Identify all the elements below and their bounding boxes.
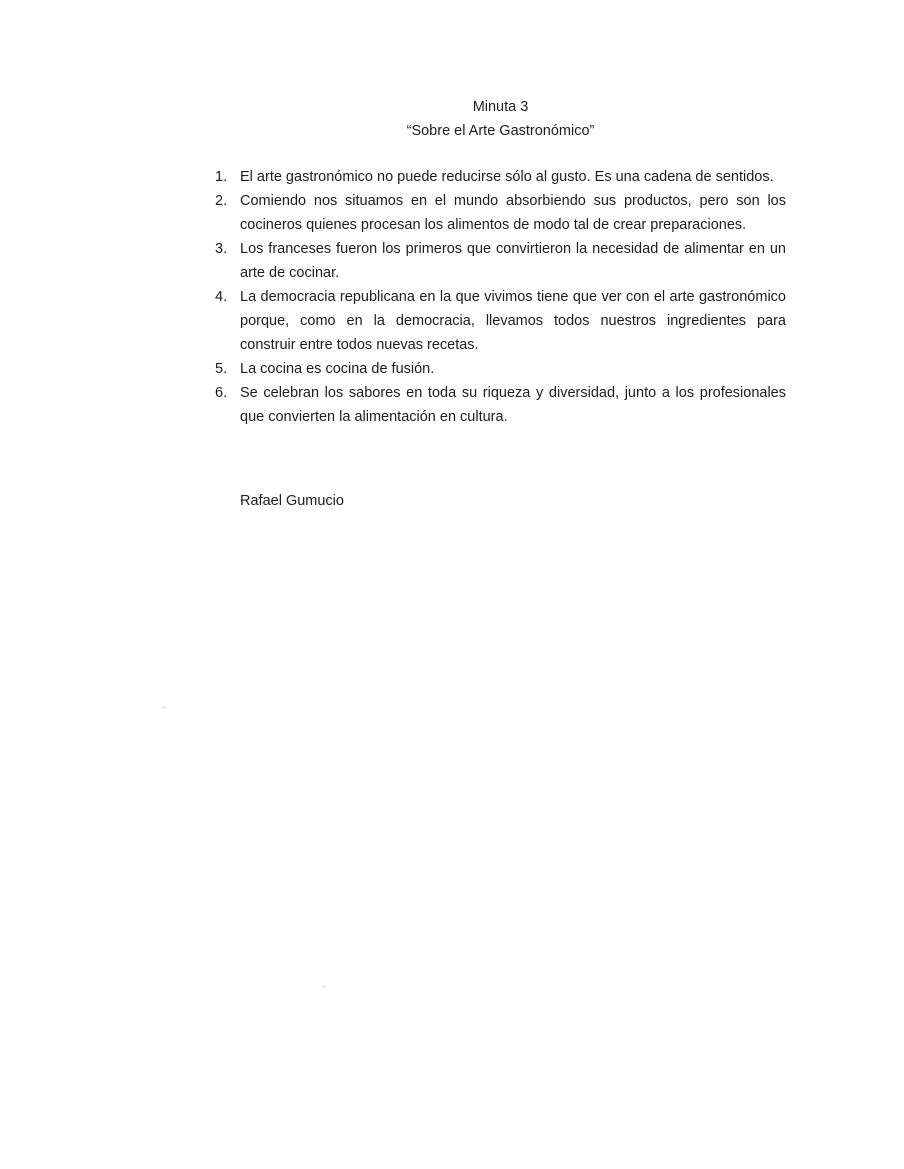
numbered-list bbox=[215, 165, 786, 429]
item-number: 3. bbox=[215, 241, 228, 257]
list-item bbox=[215, 237, 786, 285]
item-number: 5. bbox=[215, 361, 228, 377]
item-line: La democracia republicana en la que vivimos tiene que ver con el arte gastronómico bbox=[240, 289, 786, 305]
list-item bbox=[215, 381, 786, 429]
scan-speck bbox=[162, 706, 166, 709]
item-line: arte de cocinar. bbox=[240, 265, 340, 281]
item-line: El arte gastronómico no puede reducirse sólo al gusto. Es una cadena de sentidos. bbox=[240, 169, 774, 185]
document-title: Minuta 3 bbox=[472, 99, 529, 115]
signature: Rafael Gumucio bbox=[240, 493, 344, 509]
item-text bbox=[240, 237, 786, 285]
item-number: 4. bbox=[215, 289, 228, 305]
document-header bbox=[215, 95, 786, 143]
document-content bbox=[215, 95, 786, 513]
list-item bbox=[215, 189, 786, 237]
item-text bbox=[240, 357, 786, 381]
scan-speck bbox=[322, 985, 326, 988]
document-subtitle: “Sobre el Arte Gastronómico” bbox=[406, 123, 595, 139]
item-line: Se celebran los sabores en toda su riqueza y diversidad, junto a los profesionales bbox=[240, 385, 786, 401]
item-line: La cocina es cocina de fusión. bbox=[240, 361, 435, 377]
item-text bbox=[240, 285, 786, 357]
list-item bbox=[215, 165, 786, 189]
item-line: que convierten la alimentación en cultura. bbox=[240, 409, 508, 425]
item-text bbox=[240, 165, 786, 189]
item-line: construir entre todos nuevas recetas. bbox=[240, 337, 479, 353]
item-line: porque, como en la democracia, llevamos todos nuestros ingredientes para bbox=[240, 313, 786, 329]
list-item bbox=[215, 285, 786, 357]
item-number: 1. bbox=[215, 169, 228, 185]
item-line: Los franceses fueron los primeros que convirtieron la necesidad de alimentar en un bbox=[240, 241, 786, 257]
item-number: 2. bbox=[215, 193, 228, 209]
list-item bbox=[215, 357, 786, 381]
item-line: Comiendo nos situamos en el mundo absorbiendo sus productos, pero son los bbox=[240, 193, 786, 209]
item-text bbox=[240, 381, 786, 429]
item-text bbox=[240, 189, 786, 237]
item-line: cocineros quienes procesan los alimentos de modo tal de crear preparaciones. bbox=[240, 217, 747, 233]
item-number: 6. bbox=[215, 385, 228, 401]
